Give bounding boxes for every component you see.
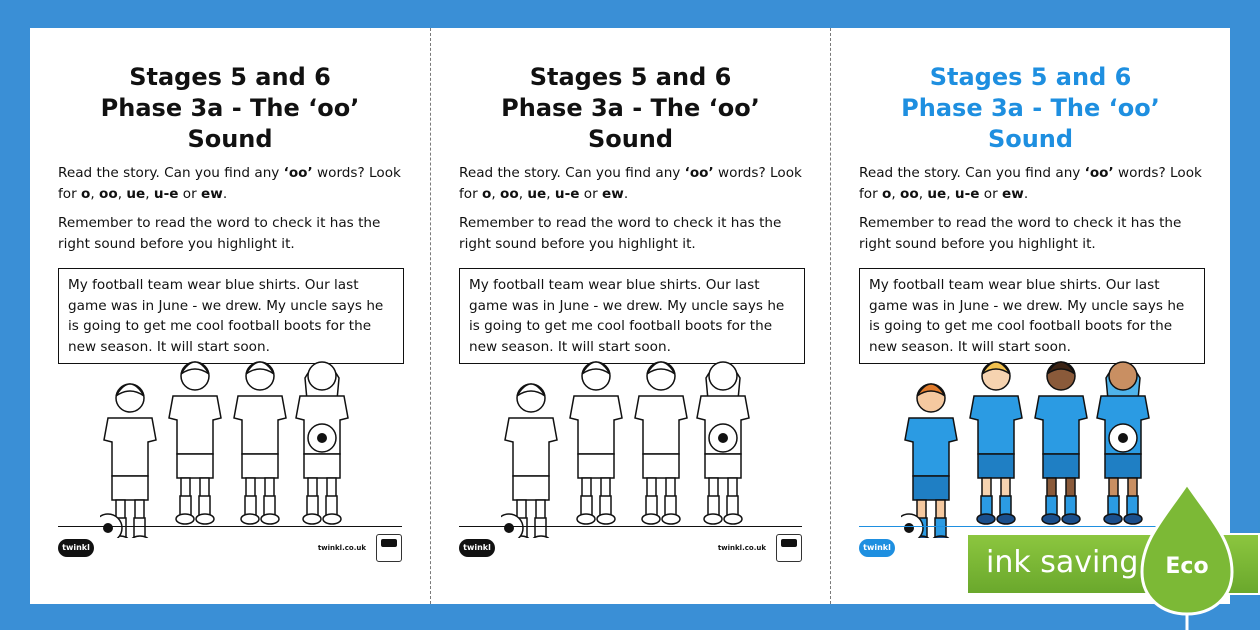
instruction-1-end: . xyxy=(1023,185,1029,202)
footer-rule xyxy=(58,526,402,527)
grapheme-ew: ew xyxy=(1002,185,1024,202)
grapheme-ue: ue xyxy=(527,185,547,202)
instruction-1-mid: words? Look for xyxy=(859,165,1202,202)
grapheme-u-e: u-e xyxy=(153,185,179,202)
twinkl-logo: twinkl xyxy=(58,539,94,557)
instruction-1-or: or xyxy=(579,185,603,202)
instruction-1-start: Read the story. Can you find any xyxy=(859,165,1085,181)
quality-seal-icon xyxy=(776,534,802,562)
grapheme-oo: oo xyxy=(500,185,519,202)
grapheme-u-e: u-e xyxy=(954,185,980,202)
grapheme-oo: oo xyxy=(900,185,919,202)
instruction-1-or: or xyxy=(178,185,202,202)
instruction-2: Remember to read the word to check it has the right sound before you highlight it. xyxy=(58,215,381,252)
instruction-1-end: . xyxy=(623,185,629,202)
instruction-2: Remember to read the word to check it has the right sound before you highlight it. xyxy=(859,215,1182,252)
football-team-illustration xyxy=(901,338,1171,538)
grapheme-o: o xyxy=(482,185,492,202)
story-box: My football team wear blue shirts. Our last game was in June - we drew. My uncle says he is going to get me cool football boots for the new season. It will start soon. xyxy=(459,268,805,364)
worksheet-title xyxy=(459,62,802,155)
footballer-figure xyxy=(234,362,286,524)
eco-label: Eco xyxy=(1165,554,1209,579)
story-box: My football team wear blue shirts. Our last game was in June - we drew. My uncle says he is going to get me cool football boots for the new season. It will start soon. xyxy=(859,268,1205,364)
footballer-figure xyxy=(570,362,622,524)
instruction-2: Remember to read the word to check it has the right sound before you highlight it. xyxy=(459,215,782,252)
title-line-1: Stages 5 and 6 xyxy=(929,63,1132,91)
title-line-2: Phase 3a - The ‘oo’ Sound xyxy=(901,94,1160,153)
footer-url: twinkl.co.uk xyxy=(717,544,766,552)
grapheme-o: o xyxy=(81,185,91,202)
sheet-footer xyxy=(58,526,402,564)
instruction-1-word: ‘oo’ xyxy=(684,165,714,181)
grapheme-ew: ew xyxy=(201,185,223,202)
twinkl-logo: twinkl xyxy=(459,539,495,557)
grapheme-ue: ue xyxy=(927,185,947,202)
footer-url: twinkl.co.uk xyxy=(317,544,366,552)
instruction-1-start: Read the story. Can you find any xyxy=(58,165,284,181)
worksheet-title xyxy=(859,62,1202,155)
grapheme-ue: ue xyxy=(126,185,146,202)
instruction-1: Read the story. Can you find any ‘oo’ words? Look for o, oo, ue, u-e or ew. xyxy=(58,165,401,202)
title-line-2: Phase 3a - The ‘oo’ Sound xyxy=(501,94,760,153)
footer-rule xyxy=(459,526,802,527)
quality-seal-icon xyxy=(376,534,402,562)
footballer-figure xyxy=(1035,362,1087,524)
football-team-illustration xyxy=(501,338,771,538)
instruction-1: Read the story. Can you find any ‘oo’ words? Look for o, oo, ue, u-e or ew. xyxy=(859,165,1202,202)
worksheet-sheet-mono-1 xyxy=(30,28,430,604)
twinkl-logo: twinkl xyxy=(859,539,895,557)
ink-saving-label: ink saving xyxy=(986,545,1139,580)
story-box: My football team wear blue shirts. Our last game was in June - we drew. My uncle says he is going to get me cool football boots for the new season. It will start soon. xyxy=(58,268,404,364)
title-line-1: Stages 5 and 6 xyxy=(529,63,732,91)
title-line-2: Phase 3a - The ‘oo’ Sound xyxy=(100,94,360,153)
instruction-1-mid: words? Look for xyxy=(459,165,802,202)
sheet-footer xyxy=(459,526,802,564)
instruction-1-word: ‘oo’ xyxy=(1084,165,1114,181)
instruction-1-end: . xyxy=(222,185,228,202)
grapheme-ew: ew xyxy=(602,185,624,202)
grapheme-oo: oo xyxy=(99,185,118,202)
instruction-1: Read the story. Can you find any ‘oo’ words? Look for o, oo, ue, u-e or ew. xyxy=(459,165,802,202)
footballer-figure xyxy=(970,362,1022,524)
instruction-1-word: ‘oo’ xyxy=(283,165,313,181)
football-team-illustration xyxy=(100,338,370,538)
worksheet-title xyxy=(58,62,402,155)
instruction-1-or: or xyxy=(979,185,1003,202)
title-line-1: Stages 5 and 6 xyxy=(129,63,331,91)
footballer-figure xyxy=(635,362,687,524)
footballer-figure xyxy=(169,362,221,524)
eco-leaf-icon xyxy=(1138,480,1236,630)
grapheme-o: o xyxy=(882,185,892,202)
worksheet-sheet-mono-2 xyxy=(430,28,830,604)
instruction-1-mid: words? Look for xyxy=(58,165,401,202)
grapheme-u-e: u-e xyxy=(554,185,580,202)
worksheet-previews xyxy=(30,28,1230,604)
instruction-1-start: Read the story. Can you find any xyxy=(459,165,685,181)
